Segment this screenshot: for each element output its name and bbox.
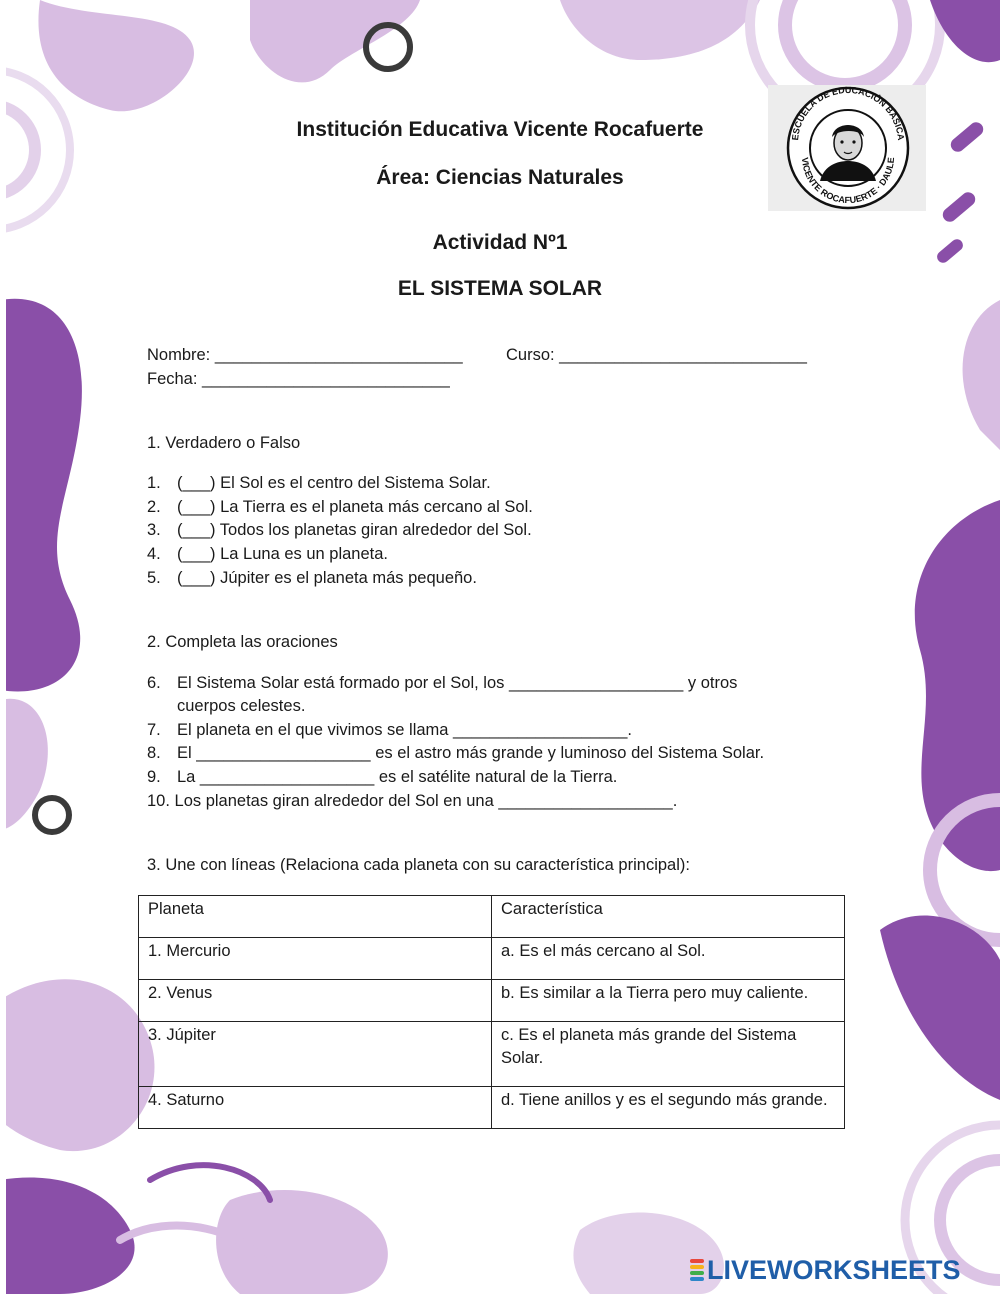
course-field[interactable]: Curso: ___________________________ xyxy=(506,346,807,364)
date-field[interactable]: Fecha: ___________________________ xyxy=(147,370,450,388)
table-header-cell: Planeta xyxy=(139,896,492,938)
svg-text:VICENTE ROCAFUERTE · DAULE: VICENTE ROCAFUERTE · DAULE xyxy=(799,156,897,206)
table-cell: 3. Júpiter xyxy=(139,1022,492,1087)
table-cell: a. Es el más cercano al Sol. xyxy=(492,938,845,980)
institution-title: Institución Educativa Vicente Rocafuerte xyxy=(296,118,704,141)
table-cell: d. Tiene anillos y es el segundo más grande. xyxy=(492,1087,845,1129)
table-header-row xyxy=(139,896,845,938)
section2-title: 2. Completa las oraciones xyxy=(147,633,338,651)
list-item: 1. (___) El Sol es el centro del Sistema Solar. xyxy=(147,474,491,492)
table-row xyxy=(139,1022,845,1087)
topic-title: EL SISTEMA SOLAR xyxy=(397,277,603,300)
table-row xyxy=(139,1087,845,1129)
table-cell: 4. Saturno xyxy=(139,1087,492,1129)
list-item: 5. (___) Júpiter es el planeta más pequeño. xyxy=(147,569,477,587)
table-cell: 2. Venus xyxy=(139,980,492,1022)
table-cell: c. Es el planeta más grande del Sistema Solar. xyxy=(492,1022,845,1087)
list-item: 3. (___) Todos los planetas giran alrededor del Sol. xyxy=(147,521,532,539)
list-item: 2. (___) La Tierra es el planeta más cercano al Sol. xyxy=(147,498,533,516)
liveworksheets-brand[interactable] xyxy=(690,1255,961,1285)
liveworksheets-wordmark: LIVEWORKSHEETS xyxy=(707,1254,961,1285)
school-logo xyxy=(768,85,926,211)
liveworksheets-logo-icon xyxy=(690,1258,704,1282)
table-row xyxy=(139,980,845,1022)
table-row xyxy=(139,938,845,980)
list-item: 10. Los planetas giran alrededor del Sol en una ___________________. xyxy=(147,792,678,810)
section3-title: 3. Une con líneas (Relaciona cada planeta con su característica principal): xyxy=(147,856,690,874)
table-header-cell: Característica xyxy=(492,896,845,938)
list-item: 4. (___) La Luna es un planeta. xyxy=(147,545,388,563)
list-item: 6. El Sistema Solar está formado por el Sol, los ___________________ y otros xyxy=(147,674,738,692)
svg-text:ESCUELA DE EDUCACIÓN BÁSICA: ESCUELA DE EDUCACIÓN BÁSICA xyxy=(790,85,906,141)
list-item: 7. El planeta en el que vivimos se llama ___________________. xyxy=(147,721,632,739)
list-item: 9. La ___________________ es el satélite natural de la Tierra. xyxy=(147,768,618,786)
activity-title: Actividad Nº1 xyxy=(432,231,568,254)
table-cell: b. Es similar a la Tierra pero muy caliente. xyxy=(492,980,845,1022)
section1-title: 1. Verdadero o Falso xyxy=(147,434,301,452)
list-item-continuation: cuerpos celestes. xyxy=(177,697,306,715)
name-field[interactable]: Nombre: ___________________________ xyxy=(147,346,463,364)
school-seal-icon xyxy=(768,85,926,211)
planet-match-table xyxy=(138,895,845,1129)
list-item: 8. El ___________________ es el astro más grande y luminoso del Sistema Solar. xyxy=(147,744,765,762)
area-title: Área: Ciencias Naturales xyxy=(376,166,624,189)
table-cell: 1. Mercurio xyxy=(139,938,492,980)
